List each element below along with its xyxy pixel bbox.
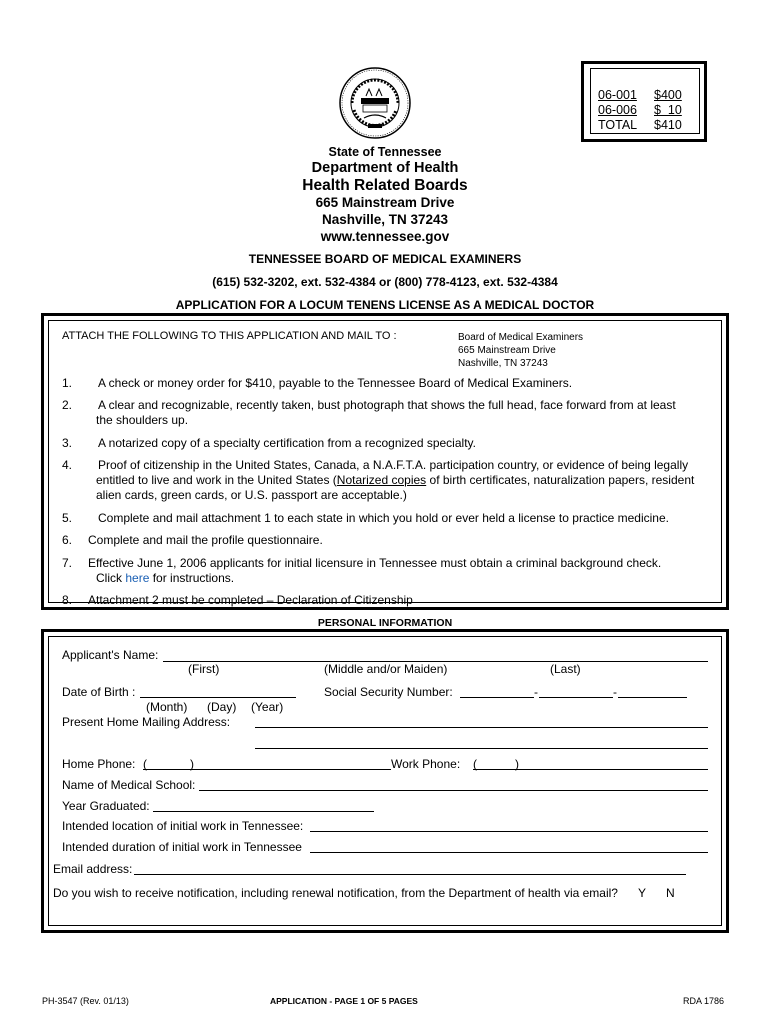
item-text-4a: Proof of citizenship in the United States, Canada, a N.A.F.T.A. participation country, or evidence of being legally bbox=[98, 458, 689, 472]
street-address: 665 Mainstream Drive bbox=[315, 195, 455, 210]
item-text-6: Complete and mail the profile questionnaire. bbox=[88, 533, 323, 547]
work-phone-field[interactable] bbox=[473, 769, 708, 770]
tennessee-state-seal bbox=[338, 66, 412, 140]
form-title: APPLICATION FOR A LOCUM TENENS LICENSE AS A MEDICAL DOCTOR bbox=[175, 298, 595, 312]
home-phone-field[interactable] bbox=[143, 769, 391, 770]
ssn-dash-1: - bbox=[534, 685, 538, 699]
home-phone-paren-close: ) bbox=[190, 757, 194, 771]
medical-school-label: Name of Medical School: bbox=[62, 778, 196, 792]
address-label: Present Home Mailing Address: bbox=[62, 715, 231, 729]
personal-info-title: PERSONAL INFORMATION bbox=[317, 617, 453, 629]
dob-year-caption: (Year) bbox=[251, 700, 284, 714]
dob-day-caption: (Day) bbox=[207, 700, 237, 714]
item-number-2: 2. bbox=[62, 398, 73, 412]
fee-code-2: 06-006 bbox=[598, 103, 637, 117]
item-text-3: A notarized copy of a specialty certification from a recognized specialty. bbox=[98, 436, 476, 450]
item-number-6: 6. bbox=[62, 533, 73, 547]
notification-yes-option[interactable]: Y bbox=[638, 886, 647, 900]
work-phone-paren-open: ( bbox=[473, 757, 477, 771]
fee-code-total: TOTAL bbox=[598, 118, 638, 132]
item-number-5: 5. bbox=[62, 511, 73, 525]
mail-to-line-2: 665 Mainstream Drive bbox=[458, 345, 556, 356]
item-text-7: Effective June 1, 2006 applicants for initial licensure in Tennessee must obtain a criminal background check. bbox=[88, 556, 662, 570]
fee-amount-2: $ 10 bbox=[654, 103, 682, 117]
ssn-field-2[interactable] bbox=[539, 697, 613, 698]
work-phone-label: Work Phone: bbox=[391, 757, 461, 771]
ssn-field-1[interactable] bbox=[460, 697, 534, 698]
medical-school-field[interactable] bbox=[199, 790, 708, 791]
item-text-5: Complete and mail attachment 1 to each state in which you hold or ever held a license to practice medicine. bbox=[98, 511, 669, 525]
applicant-name-label: Applicant's Name: bbox=[62, 648, 159, 662]
department-name: Department of Health bbox=[311, 160, 459, 176]
ssn-field-3[interactable] bbox=[618, 697, 687, 698]
board-phone: (615) 532-3202, ext. 532-4384 or (800) 778-4123, ext. 532-4384 bbox=[212, 275, 558, 289]
attach-instructions: ATTACH THE FOLLOWING TO THIS APPLICATION AND MAIL TO : bbox=[62, 330, 397, 342]
page-indicator: APPLICATION - PAGE 1 OF 5 PAGES bbox=[270, 996, 418, 1006]
notification-question: Do you wish to receive notification, including renewal notification, from the Department of health via email? bbox=[53, 886, 618, 900]
item-text-7b: Click here for instructions. bbox=[96, 571, 235, 585]
address-field-2[interactable] bbox=[255, 748, 708, 749]
notarized-copies-text: Notarized copies bbox=[336, 473, 427, 487]
email-label: Email address: bbox=[53, 862, 133, 876]
dob-label: Date of Birth : bbox=[62, 685, 136, 699]
last-name-caption: (Last) bbox=[550, 662, 581, 676]
year-graduated-label: Year Graduated: bbox=[62, 799, 150, 813]
board-name: TENNESSEE BOARD OF MEDICAL EXAMINERS bbox=[248, 252, 522, 266]
item-number-7: 7. bbox=[62, 556, 73, 570]
form-number: PH-3547 (Rev. 01/13) bbox=[42, 996, 129, 1006]
state-name: State of Tennessee bbox=[328, 145, 442, 159]
item-text-1: A check or money order for $410, payable to the Tennessee Board of Medical Examiners. bbox=[98, 376, 573, 390]
rda-number: RDA 1786 bbox=[683, 996, 725, 1006]
notification-no-option[interactable]: N bbox=[666, 886, 675, 900]
intended-duration-field[interactable] bbox=[310, 852, 708, 853]
city-address: Nashville, TN 37243 bbox=[321, 212, 449, 227]
mail-to-line-3: Nashville, TN 37243 bbox=[458, 358, 548, 369]
item-text-2a: A clear and recognizable, recently taken, bust photograph that shows the full head, face forward from at least bbox=[98, 398, 676, 412]
item-text-8: Attachment 2 must be completed – Declaration of Citizenship bbox=[88, 593, 413, 607]
item-number-3: 3. bbox=[62, 436, 73, 450]
fee-amount-total: $410 bbox=[654, 118, 682, 132]
dob-field[interactable] bbox=[140, 697, 296, 698]
fee-box bbox=[581, 61, 707, 142]
website-link[interactable]: www.tennessee.gov bbox=[320, 229, 450, 244]
fee-amount-1: $400 bbox=[654, 88, 682, 102]
intended-location-field[interactable] bbox=[310, 831, 708, 832]
item-number-4: 4. bbox=[62, 458, 73, 472]
intended-location-label: Intended location of initial work in Tennessee: bbox=[62, 819, 304, 833]
item-text-4c: alien cards, green cards, or U.S. passport are acceptable.) bbox=[96, 488, 407, 502]
item-text-4b: entitled to live and work in the United States (Notarized copies of birth certificates, naturalization papers, resident bbox=[96, 473, 695, 487]
fee-code-1: 06-001 bbox=[598, 88, 637, 102]
item-text-2b: the shoulders up. bbox=[96, 413, 189, 427]
email-field[interactable] bbox=[134, 874, 686, 875]
ssn-dash-2: - bbox=[613, 685, 617, 699]
home-phone-paren-open: ( bbox=[143, 757, 147, 771]
item-number-1: 1. bbox=[62, 376, 73, 390]
instructions-here-link[interactable]: here bbox=[125, 571, 150, 585]
intended-duration-label: Intended duration of initial work in Tennessee bbox=[62, 840, 302, 854]
middle-name-caption: (Middle and/or Maiden) bbox=[324, 662, 448, 676]
ssn-label: Social Security Number: bbox=[324, 685, 453, 699]
address-field-1[interactable] bbox=[255, 727, 708, 728]
item-number-8: 8. bbox=[62, 593, 73, 607]
first-name-caption: (First) bbox=[188, 662, 220, 676]
home-phone-label: Home Phone: bbox=[62, 757, 136, 771]
dob-month-caption: (Month) bbox=[146, 700, 188, 714]
mail-to-line-1: Board of Medical Examiners bbox=[458, 332, 584, 343]
boards-name: Health Related Boards bbox=[302, 177, 468, 194]
year-graduated-field[interactable] bbox=[153, 811, 374, 812]
work-phone-paren-close: ) bbox=[515, 757, 519, 771]
